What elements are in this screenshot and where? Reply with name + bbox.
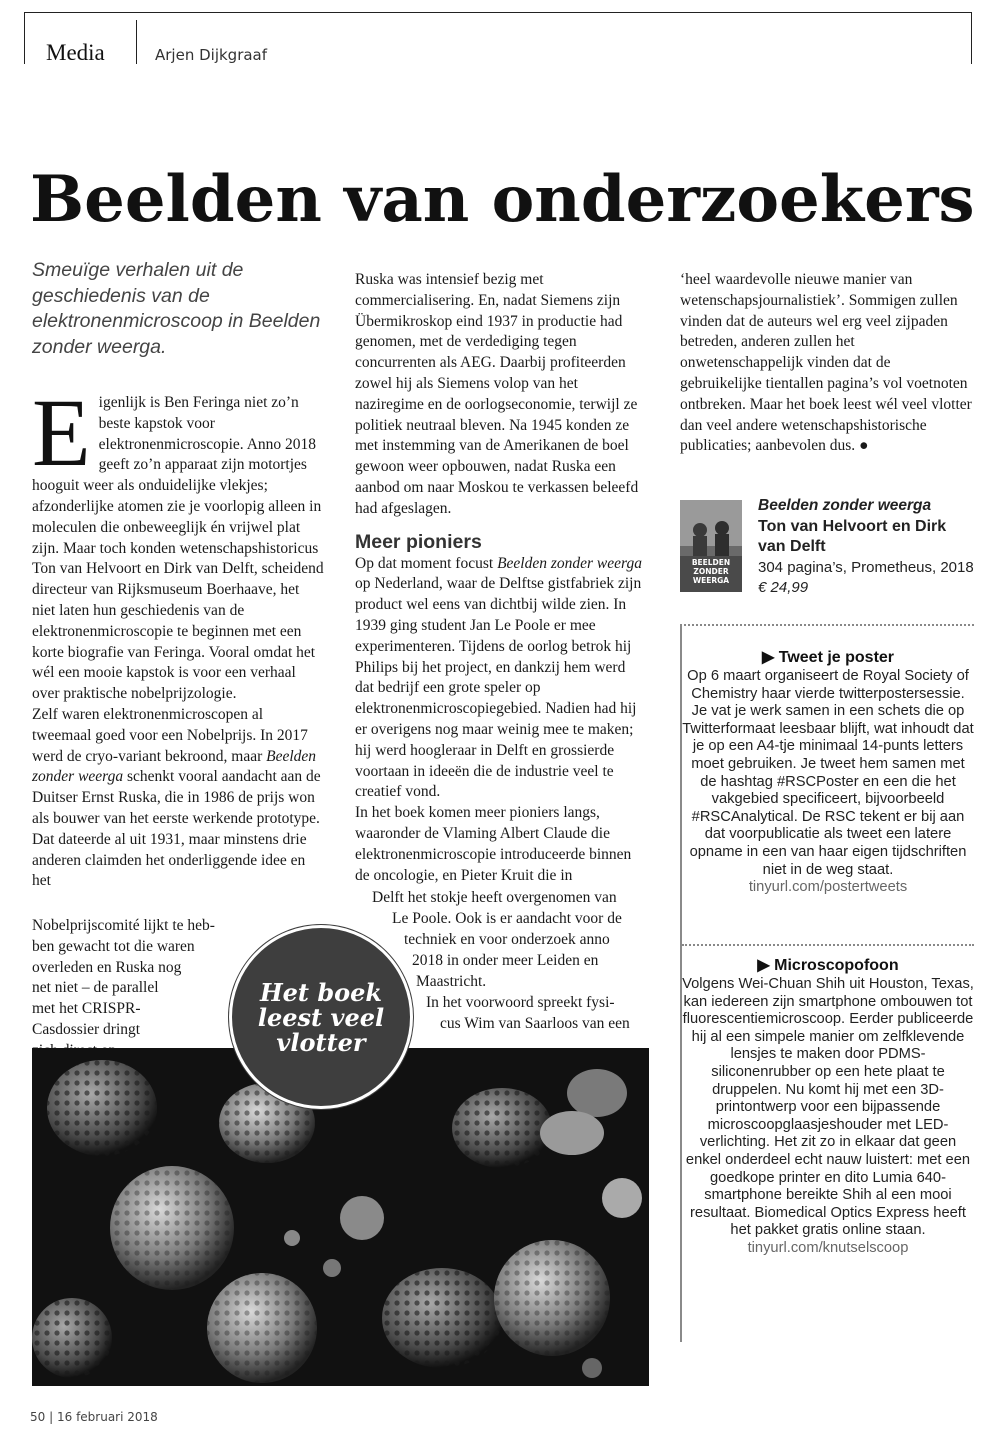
drop-cap: E xyxy=(32,379,91,486)
paragraph-text: ‘heel waardevolle nieuwe manier van wetenschapsjournalistiek’. Sommigen zullen vinden dat de auteurs wel erg veel zijpaden betreden, anderen zullen het onwetenschappelijk vinden dat de gebruikelijke tientallen pagina’s vol voetnoten ontbreken. Maar het boek leest wél veel vlotter dan veel andere wetenschapshistorische publicaties; aanbevolen dus. xyxy=(680,271,972,455)
text-line: met het CRISPR- xyxy=(32,1000,141,1018)
book-authors: Ton van Helvoort en Dirk van Delft xyxy=(758,517,947,555)
text-line: Casdossier dringt xyxy=(32,1020,141,1038)
author-name: Arjen Dijkgraaf xyxy=(155,46,268,64)
end-mark: ● xyxy=(859,437,869,455)
text-line: overleden en Ruska nog xyxy=(32,958,182,976)
sidebar-item-microscopofoon xyxy=(682,956,974,1258)
sidebar-body: Volgens Wei-Chuan Shih uit Houston, Texas, kan iedereen zijn smartphone ombouwen tot fluorescentiemicroscoop. Eerder publiceerde hij al een simpele manier om zelfklevende lensjes te maken door PDMS-siliconenrubber op een hete plaat te druppelen. Nu komt hij met een 3D-printontwerp voor een bijpassende microscoopglaasjeshouder met LED-verlichting. Het zit zo in elkaar dat geen enkel onderdeel echt nauw luistert: met een goedkope printer en dito Lumia 640-smartphone bereikte Shih al een mooi resultaat. Biomedical Optics Express heeft het pakket gratis online staan. xyxy=(682,976,974,1239)
page-number: 50 xyxy=(30,1410,46,1424)
sidebar-body: Op 6 maart organiseert de Royal Society of Chemistry haar vierde twitterpostersessie. Je vat je werk samen in een schets die op Twitterformaat leesbaar blijft, wat inhoudt dat je op een A4-tje minimaal 14-punts letters moet gebruiken. Je tweet hem samen met de hashtag #RSCPoster en een die het vakgebied specificeert, bijvoorbeeld #RSCAnalytical. De RSC tekent er bij aan dat voorpublicatie als tweet een latere opname in een van haar eigen tijdschriften niet in de weg staat. xyxy=(682,668,974,878)
book-price: € 24,99 xyxy=(758,579,809,596)
article-paragraph: In het boek komen meer pioniers langs, waaronder de Vlaming Albert Claude die elektronenmicroscopie introduceerde binnen de oncologie, en Pieter Kruit die in xyxy=(355,804,632,884)
text-line: Nobelprijscomité lijkt te heb- xyxy=(32,917,215,934)
article-paragraph xyxy=(32,379,324,705)
sidebar-separator xyxy=(682,944,974,946)
article-column-1 xyxy=(32,379,324,892)
play-arrow-icon: ▶ xyxy=(761,649,775,666)
text-line: 2018 in onder meer Leiden en xyxy=(412,952,599,969)
sidebar-title-text: Microscopofoon xyxy=(774,957,899,974)
text-line: cus Wim van Saarloos van een xyxy=(440,1015,630,1032)
book-details: 304 pagina’s, Prometheus, 2018 xyxy=(758,558,974,576)
paragraph-text: op Nederland, waar de Delftse gistfabriek zijn product wel eens van dichtbij wilde zien. In 1939 ging student Jan Le Poole er mee experimenteren. Tijdens de oorlog betrok hij Philips bij het project, en dankzij hem werd dat bedrijf een grote speler op elektronenmicroscopiegebied. Nadien had hij er overigens nog maar weinig mee te maken; hij werd hoogleraar in Delft en grossierde voortaan in ideeën die de industrie veel te creatief vond. xyxy=(355,575,642,801)
article-paragraph xyxy=(680,270,972,457)
sidebar-title xyxy=(682,956,974,976)
text-line: techniek en voor onderzoek anno xyxy=(404,931,610,948)
play-arrow-icon: ▶ xyxy=(757,957,770,974)
book-cover-title: BEELDEN ZONDER WEERGA xyxy=(691,558,731,585)
article-paragraph xyxy=(355,554,647,804)
article-paragraph xyxy=(32,705,324,892)
footer-separator: | xyxy=(49,1410,54,1424)
page-footer xyxy=(30,1410,158,1424)
section-divider xyxy=(136,20,137,64)
pull-quote-text: Het boek leest veel vlotter xyxy=(257,977,385,1057)
book-cover-image xyxy=(680,500,742,592)
text-line: In het voorwoord spreekt fysi- xyxy=(426,994,615,1011)
article-column-2 xyxy=(355,270,647,886)
text-line: net niet – de parallel xyxy=(32,979,159,997)
paragraph-text: igenlijk is Ben Feringa niet zo’n beste kapstok voor elektronenmicroscopie. Anno 2018 geeft zo’n apparaat zijn motortjes hooguit weer als onduidelijke vlekjes; afzonderlijke atomen zie je voorlopig alleen in moleculen die onbeweeglijk én vrijwel plat zijn. Maar toch konden wetenschapshistoricus Ton van Helvoort en Dirk van Delft, scheidend directeur van Rijksmuseum Boerhaave, het niet laten hun geschiedenis van de elektronenmicroscopie te beginnen met een korte biografie van Feringa. Vooral omdat het wél een mooie kapstok is voor een verhaal over praktische nobelprijzologie. xyxy=(32,394,324,703)
sidebar-title-text: Tweet je poster xyxy=(778,649,895,666)
text-line: Le Poole. Ook is er aandacht voor de xyxy=(392,910,622,927)
paragraph-text: Zelf waren elektronenmicroscopen al tweemaal goed voor een Nobelprijs. In 2017 werd de cryo-variant bekroond, maar xyxy=(32,705,308,765)
article-column-3 xyxy=(680,270,972,457)
paragraph-text: Op dat moment focust xyxy=(355,554,498,572)
header-right-border xyxy=(971,12,972,64)
paragraph-text: schenkt vooral aandacht aan de Duitser Ernst Ruska, die in 1986 de prijs won als bouwer van het eerste werkende prototype. Dat dateerde al uit 1931, maar minstens drie anderen claimden het onderliggende idee en het xyxy=(32,768,321,890)
article-column-1-tail xyxy=(32,916,215,1062)
header-left-border xyxy=(24,12,25,64)
text-line: ben gewacht tot die waren xyxy=(32,937,195,955)
book-title-italic: Beelden zonder weerga xyxy=(497,554,642,572)
headline: Beelden van onderzoekers xyxy=(30,162,975,237)
sidebar-title xyxy=(682,648,974,668)
sidebar-link[interactable]: tinyurl.com/postertweets xyxy=(748,879,908,896)
book-title: Beelden zonder weerga xyxy=(758,497,932,514)
sidebar-item-tweet-poster xyxy=(682,648,974,897)
subheading: Meer pioniers xyxy=(355,530,482,553)
sidebar-link[interactable]: tinyurl.com/knutselscoop xyxy=(747,1239,909,1256)
book-info xyxy=(758,496,978,599)
text-line: Maastricht. xyxy=(416,973,487,990)
issue-date: 16 februari 2018 xyxy=(56,1410,158,1424)
header-rule xyxy=(24,12,972,13)
book-title-italic: Beelden zonder weerga xyxy=(32,747,317,786)
pull-quote xyxy=(229,925,413,1109)
section-name: Media xyxy=(46,40,105,65)
text-line: Delft het stokje heeft overgenomen van xyxy=(372,889,617,906)
lead-text: Smeuïge verhalen uit de geschiedenis van de elektronenmicroscoop in Beelden zonder weerga. xyxy=(32,259,321,358)
article-paragraph: Ruska was intensief bezig met commercialisering. En, nadat Siemens zijn Übermikroskop eind 1937 in productie had genomen, met de verdediging tegen concurrenten als AEG. Daarbij profiteerden zowel hij als Siemens volop van het naziregime en de oorlogseconomie, terwijl ze politiek neutraal bleven. Na 1945 konden ze met instemming van de Amerikanen de boel gewoon weer opbouwen, nadat Ruska een aanbod om naar Moskou te verkassen beleefd had afgeslagen. xyxy=(355,271,639,517)
sidebar-box xyxy=(680,624,974,1342)
